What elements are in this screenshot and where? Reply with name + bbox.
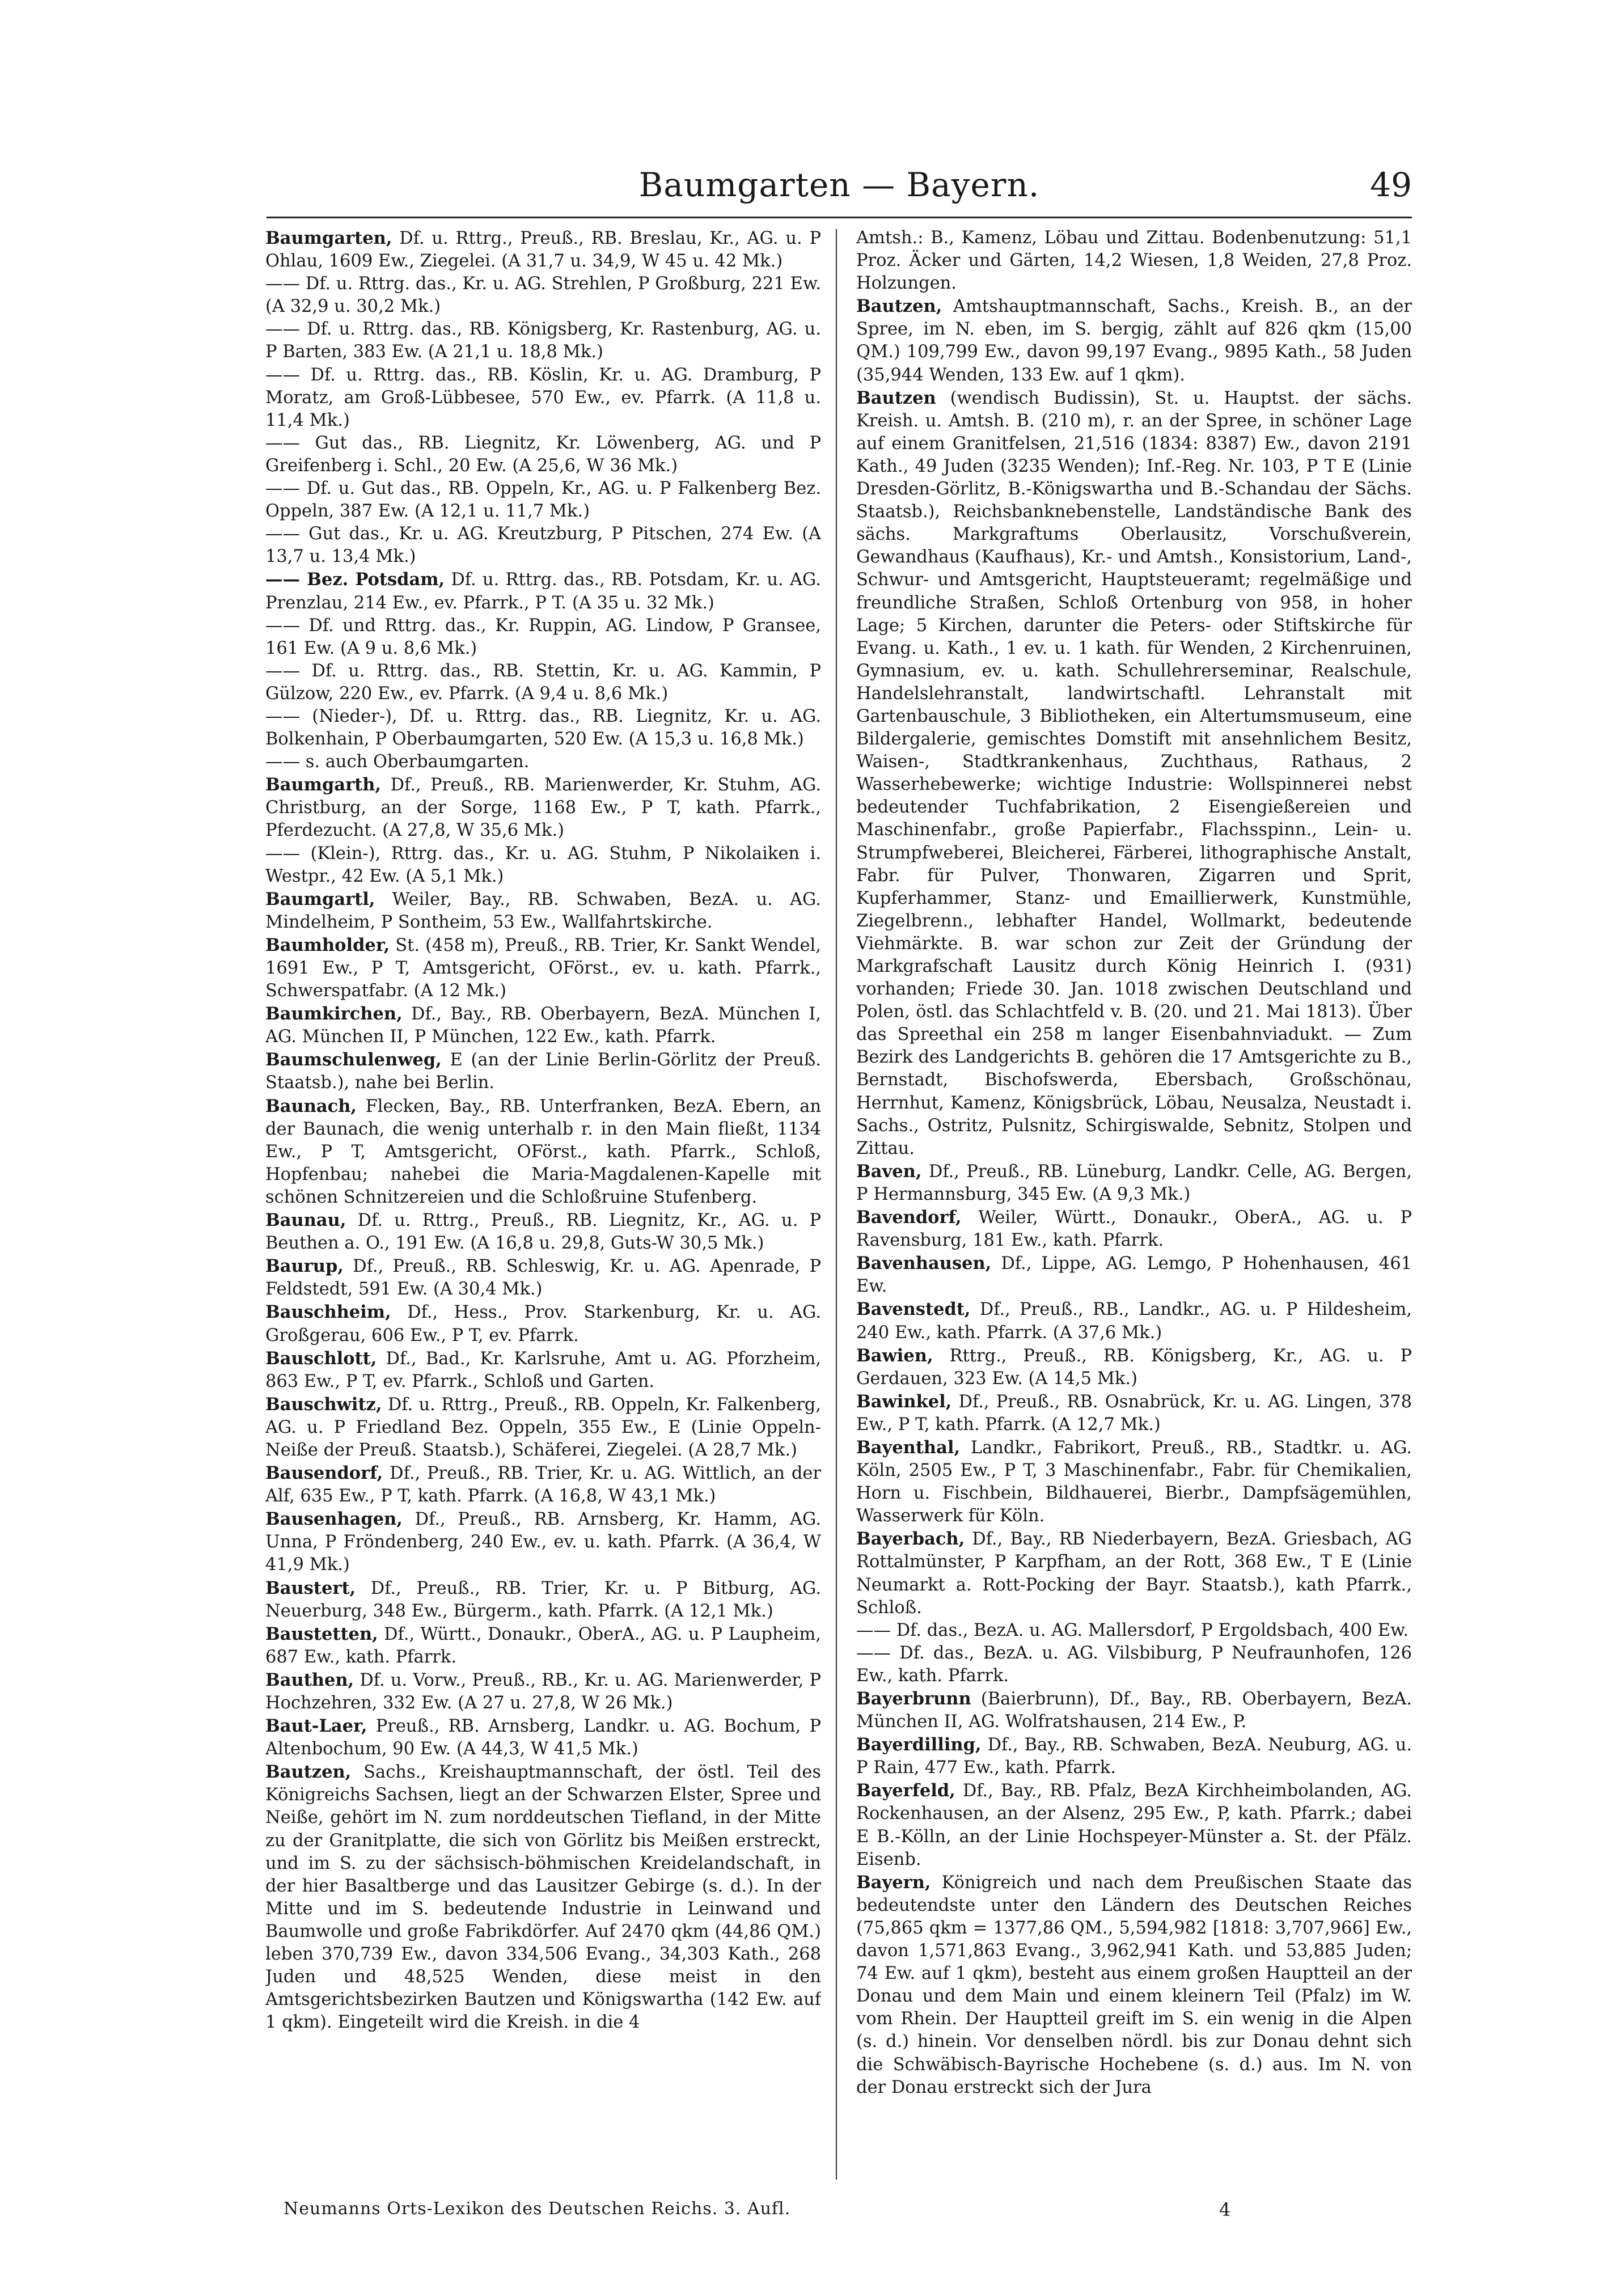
entry-text: Rttrg., Preuß., RB. Königsberg, Kr., AG. u. P Gerdauen, 323 Ew. (A 14,5 Mk.)	[856, 1346, 1412, 1389]
entry-headword: Baumkirchen,	[265, 1004, 403, 1025]
entry-headword: Baunau,	[265, 1210, 346, 1231]
entry	[265, 273, 821, 318]
page-number: 49	[1370, 166, 1412, 204]
entry	[856, 1206, 1412, 1252]
entry-text: —— Df. das., BezA. u. AG. Vilsbiburg, P Neufraunhofen, 126 Ew., kath. Pfarrk.	[856, 1643, 1412, 1686]
entry-text: Df. u. Rttrg., Preuß., RB. Oppeln, Kr. Falkenberg, AG. u. P Friedland Bez. Oppeln, 355 Ew., E (Linie Oppeln-Neiße der Preuß. Staatsb.), Schäferei, Ziegelei. (A 28,7 Mk.)	[265, 1394, 821, 1460]
page-title: Baumgarten — Bayern.	[638, 166, 1040, 204]
entry	[265, 1347, 821, 1393]
entry-text: —— Df. u. Rttrg. das., RB. Königsberg, Kr. Rastenburg, AG. u. P Barten, 383 Ew. (A 21,1 u. 18,8 Mk.)	[265, 319, 821, 362]
entry-headword: Baumgarth,	[265, 775, 382, 796]
entry	[265, 1577, 821, 1623]
entry	[265, 523, 821, 568]
entry-text: —— (Nieder-), Df. u. Rttrg. das., RB. Liegnitz, Kr. u. AG. Bolkenhain, P Oberbaumgarten, 520 Ew. (A 15,3 u. 16,8 Mk.)	[265, 706, 821, 750]
entry	[265, 1255, 821, 1301]
entry	[856, 1528, 1412, 1619]
entry-text: —— Df. u. Gut das., RB. Oppeln, Kr., AG. u. P Falkenberg Bez. Oppeln, 387 Ew. (A 12,1 u. 11,7 Mk.)	[265, 479, 821, 522]
entry	[265, 1715, 821, 1761]
entry-text: Df., Bay., RB. Schwaben, BezA. Neuburg, AG. u. P Rain, 477 Ew., kath. Pfarrk.	[856, 1735, 1412, 1778]
entry	[265, 1002, 821, 1048]
entry	[856, 1160, 1412, 1206]
entry	[856, 387, 1412, 1160]
entry-headword: Bayerbach,	[856, 1529, 965, 1550]
entry-headword: Bavenhausen,	[856, 1253, 992, 1274]
entry	[265, 432, 821, 477]
entry-text: Df., Bay., RB. Oberbayern, BezA. München I, AG. München II, P München, 122 Ew., kath. Pfarrk.	[265, 1004, 821, 1047]
entry	[265, 705, 821, 751]
entry-text: —— Df. u. Rttrg. das., Kr. u. AG. Strehlen, P Großburg, 221 Ew. (A 32,9 u. 30,2 Mk.)	[265, 274, 821, 317]
entry-headword: Bautzen,	[265, 1762, 352, 1783]
entry-text: —— s. auch Oberbaumgarten.	[265, 752, 530, 772]
entry-text: Df., Bay., RB. Pfalz, BezA Kirchheimbolanden, AG. Rockenhausen, an der Alsenz, 295 Ew., P, kath. Pfarrk.; dabei E B.-Kölln, an der Linie Hochspeyer-Münster a. St. der Pfälz. Eisenb.	[856, 1781, 1412, 1869]
entry	[856, 1390, 1412, 1436]
entry-headword: Bayerfeld,	[856, 1780, 955, 1801]
entry-text: Df., Preuß., RB., Landkr., AG. u. P Hildesheim, 240 Ew., kath. Pfarrk. (A 37,6 Mk.)	[856, 1300, 1412, 1343]
entry	[265, 568, 821, 614]
entry-headword: Baurup,	[265, 1256, 344, 1277]
entry-headword: Bauschwitz,	[265, 1394, 382, 1415]
entry	[856, 1871, 1412, 2099]
entry	[265, 1761, 821, 2034]
entry	[265, 751, 821, 773]
entry	[265, 364, 821, 432]
entry	[265, 1393, 821, 1462]
entry-headword: Baunach,	[265, 1095, 357, 1116]
entry	[265, 1209, 821, 1255]
entry	[856, 1779, 1412, 1871]
entry	[265, 1095, 821, 1209]
page-footer	[267, 2199, 1412, 2227]
entry-headword: Baustert,	[265, 1577, 356, 1598]
header-rule	[267, 217, 1412, 218]
entry-text: —— Df. und Rttrg. das., Kr. Ruppin, AG. Lindow, P Gransee, 161 Ew. (A 9 u. 8,6 Mk.)	[265, 615, 821, 658]
entry	[856, 1687, 1412, 1733]
column-divider	[836, 229, 837, 2180]
entry	[265, 1301, 821, 1347]
entry-headword: Baustetten,	[265, 1623, 378, 1644]
entry-text: Landkr., Fabrikort, Preuß., RB., Stadtkr. u. AG. Köln, 2505 Ew., P T, 3 Maschinenfabr., Fabr. für Chemikalien, Horn u. Fischbein, Bildhauerei, Bierbr., Dampfsägemühlen, Wasserwerk für Köln.	[856, 1437, 1412, 1526]
entry-text: Df., Hess., Prov. Starkenburg, Kr. u. AG. Großgerau, 606 Ew., P T, ev. Pfarrk.	[265, 1302, 821, 1346]
entry-headword: Bavenstedt,	[856, 1299, 971, 1320]
entry	[265, 1048, 821, 1094]
entry-headword: Baven,	[856, 1161, 922, 1182]
entry-text: Amtshauptmannschaft, Sachs., Kreish. B., an der Spree, im N. eben, im S. bergig, zählt auf 826 qkm (15,00 QM.) 109,799 Ew., davon 99,197 Evang., 9895 Kath., 58 Juden (35,944 Wenden, 133 Ew. auf 1 qkm).	[856, 297, 1412, 385]
entry-headword: Baumholder,	[265, 934, 390, 955]
entry-text: Df. u. Rttrg. das., RB. Potsdam, Kr. u. AG. Prenzlau, 214 Ew., ev. Pfarrk., P T. (A 35 u. 32 Mk.)	[265, 570, 821, 613]
entry	[265, 1508, 821, 1576]
entry-text: Df., Lippe, AG. Lemgo, P Hohenhausen, 461 Ew.	[856, 1254, 1412, 1297]
entry	[856, 1733, 1412, 1779]
entry-text: Df., Preuß., RB. Trier, Kr. u. AG. Wittlich, an der Alf, 635 Ew., P T, kath. Pfarrk. (A 16,8, W 43,1 Mk.)	[265, 1463, 821, 1507]
entry-text: —— Gut das., RB. Liegnitz, Kr. Löwenberg, AG. und P Greifenberg i. Schl., 20 Ew. (A 25,6, W 36 Mk.)	[265, 433, 821, 476]
entry-text: Weiler, Bay., RB. Schwaben, BezA. u. AG. Mindelheim, P Sontheim, 53 Ew., Wallfahrtskirche.	[265, 889, 821, 932]
entry	[856, 227, 1412, 295]
entry	[856, 1298, 1412, 1344]
footer-citation: Neumanns Orts-Lexikon des Deutschen Reichs. 3. Aufl.	[284, 2199, 791, 2219]
entry-headword: Bautzen	[856, 387, 936, 408]
entry-headword: Baut-Laer,	[265, 1716, 367, 1737]
entry	[265, 888, 821, 934]
entry-text: Df., Preuß., RB. Schleswig, Kr. u. AG. Apenrade, P Feldstedt, 591 Ew. (A 30,4 Mk.)	[265, 1257, 821, 1300]
entry	[856, 1619, 1412, 1642]
entry	[856, 1436, 1412, 1528]
entry-text: Df., Bad., Kr. Karlsruhe, Amt u. AG. Pforzheim, 863 Ew., P T, ev. Pfarrk., Schloß und Garten.	[265, 1348, 821, 1391]
entry-text: Amtsh.: B., Kamenz, Löbau und Zittau. Bodenbenutzung: 51,1 Proz. Äcker und Gärten, 14,2 Wiesen, 1,8 Weiden, 27,8 Proz. Holzungen.	[856, 228, 1412, 294]
entry-text: Königreich und nach dem Preußischen Staate das bedeutendste unter den Ländern des Deutschen Reiches (75,865 qkm = 1377,86 QM., 5,594,982 [1818: 3,707,966] Ew., davon 1,571,863 Evang., 3,962,941 Kath. und 53,885 Juden; 74 Ew. auf 1 qkm), besteht aus einem großen Hauptteil an der Donau und dem Main und einem kleinern Teil (Pfalz) im W. vom Rhein. Der Hauptteil greift im S. ein wenig in die Alpen (s. d.) hinein. Vor denselben nördl. bis zur Donau dehnt sich die Schwäbisch-Bayrische Hochebene (s. d.) aus. Im N. von der Donau erstreckt sich der Jura	[856, 1872, 1412, 2097]
entry-text: Df., Preuß., RB. Lüneburg, Landkr. Celle, AG. Bergen, P Hermannsburg, 345 Ew. (A 9,3 Mk.)	[856, 1161, 1412, 1204]
entry-text: —— (Klein-), Rttrg. das., Kr. u. AG. Stuhm, P Nikolaiken i. Westpr., 42 Ew. (A 5,1 Mk.)	[265, 843, 821, 886]
entry-headword: Bayerdilling,	[856, 1734, 982, 1755]
entry-headword: —— Bez. Potsdam,	[265, 569, 445, 590]
entry	[265, 934, 821, 1002]
entry-headword: Bavendorf,	[856, 1207, 962, 1228]
entry	[265, 843, 821, 888]
entry-text: Df. u. Rttrg., Preuß., RB. Breslau, Kr., AG. u. P Ohlau, 1609 Ew., Ziegelei. (A 31,7 u. 34,9, W 45 u. 42 Mk.)	[265, 229, 821, 272]
entry-text: Df. u. Rttrg., Preuß., RB. Liegnitz, Kr., AG. u. P Beuthen a. O., 191 Ew. (A 16,8 u. 29,8, Guts-W 30,5 Mk.)	[265, 1211, 821, 1254]
entry-text: Df., Bay., RB Niederbayern, BezA. Griesbach, AG Rottalmünster, P Karpfham, an der Rott, 368 Ew., T E (Linie Neumarkt a. Rott-Pocking der Bayr. Staatsb.), kath Pfarrk., Schloß.	[856, 1529, 1412, 1618]
entry	[265, 1623, 821, 1669]
entry-headword: Bausendorf,	[265, 1463, 383, 1484]
entry-headword: Bayenthal,	[856, 1437, 961, 1458]
entry-text: Df., Preuß., RB. Osnabrück, Kr. u. AG. Lingen, 378 Ew., P T, kath. Pfarrk. (A 12,7 Mk.)	[856, 1391, 1412, 1435]
entry	[265, 660, 821, 705]
entry-headword: Bawien,	[856, 1345, 933, 1366]
entry-text: Df. u. Vorw., Preuß., RB., Kr. u. AG. Marienwerder, P Hochzehren, 332 Ew. (A 27 u. 27,8, W 26 Mk.)	[265, 1670, 821, 1713]
entry-headword: Bautzen,	[856, 296, 942, 317]
left-column	[265, 227, 821, 2189]
entry-headword: Bawinkel,	[856, 1391, 952, 1412]
entry-text: Df., Württ., Donaukr., OberA., AG. u. P Laupheim, 687 Ew., kath. Pfarrk.	[265, 1624, 821, 1667]
entry-text: —— Df. u. Rttrg. das., RB. Stettin, Kr. u. AG. Kammin, P Gülzow, 220 Ew., ev. Pfarrk. (A 9,4 u. 8,6 Mk.)	[265, 661, 821, 704]
page-header	[267, 166, 1412, 211]
entry-text: Df., Preuß., RB. Marienwerder, Kr. Stuhm, AG. Christburg, an der Sorge, 1168 Ew., P T, kath. Pfarrk., Pferdezucht. (A 27,8, W 35,6 Mk.)	[265, 775, 821, 841]
entry-headword: Bauthen,	[265, 1669, 354, 1690]
entry-headword: Bausenhagen,	[265, 1509, 403, 1530]
entry-headword: Baumschulenweg,	[265, 1050, 442, 1071]
entry	[856, 1344, 1412, 1390]
entry	[265, 615, 821, 660]
entry-text: —— Df. das., BezA. u. AG. Mallersdorf, P Ergoldsbach, 400 Ew.	[856, 1620, 1409, 1640]
entry-text: Weiler, Württ., Donaukr., OberA., AG. u. P Ravensburg, 181 Ew., kath. Pfarrk.	[856, 1208, 1412, 1251]
sheet-number: 4	[1219, 2199, 1231, 2220]
entry	[265, 773, 821, 842]
entry-headword: Bayern,	[856, 1872, 931, 1893]
entry	[265, 318, 821, 363]
entry-text: Df., Preuß., RB. Trier, Kr. u. P Bitburg, AG. Neuerburg, 348 Ew., Bürgerm., kath. Pfarrk. (A 12,1 Mk.)	[265, 1578, 821, 1621]
entry	[856, 295, 1412, 386]
entry-headword: Baumgartl,	[265, 889, 375, 909]
entry-text: Sachs., Kreishauptmannschaft, der östl. Teil des Königreichs Sachsen, liegt an der Schwarzen Elster, Spree und Neiße, gehört im N. zum norddeutschen Tiefland, in der Mitte zu der Granitplatte, die sich von Görlitz bis Meißen erstreckt, und im S. zu der sächsisch-böhmischen Kreidelandschaft, in der hier Basaltberge und das Lausitzer Gebirge (s. d.). In der Mitte und im S. bedeutende Industrie in Leinwand und Baumwolle und große Fabrikdörfer. Auf 2470 qkm (44,86 QM.) leben 370,739 Ew., davon 334,506 Evang., 34,303 Kath., 268 Juden und 48,525 Wenden, diese meist in den Amtsgerichtsbezirken Bautzen und Königswartha (142 Ew. auf 1 qkm). Eingeteilt wird die Kreish. in die 4	[265, 1762, 821, 2033]
entry-text: Df., Preuß., RB. Arnsberg, Kr. Hamm, AG. Unna, P Fröndenberg, 240 Ew., ev. u. kath. Pfarrk. (A 36,4, W 41,9 Mk.)	[265, 1509, 821, 1575]
entry-headword: Bayerbrunn	[856, 1689, 971, 1709]
entry	[856, 1642, 1412, 1687]
entry	[265, 477, 821, 523]
entry	[265, 1669, 821, 1715]
entry	[265, 1462, 821, 1508]
entry-text: (wendisch Budissin), St. u. Hauptst. der sächs. Kreish. u. Amtsh. B. (210 m), r. an der Spree, in schöner Lage auf einem Granitfelsen, 21,516 (1834: 8387) Ew., davon 2191 Kath., 49 Juden (3235 Wenden); Inf.-Reg. Nr. 103, P T E (Linie Dresden-Görlitz, B.-Königswartha und B.-Schandau der Sächs. Staatsb.), Reichsbanknebenstelle, Landständische Bank des sächs. Markgraftums Oberlausitz, Vorschußverein, Gewandhaus (Kaufhaus), Kr.- und Amtsh., Konsistorium, Land-, Schwur- und Amtsgericht, Hauptsteueramt; regelmäßige und freundliche Straßen, Schloß Ortenburg von 958, in hoher Lage; 5 Kirchen, darunter die Peters- oder Stiftskirche für Evang. u. Kath., 1 ev. u. 1 kath. für Wenden, 2 Kirchenruinen, Gymnasium, ev. u. kath. Schullehrerseminar, Realschule, Handelslehranstalt, landwirtschaftl. Lehranstalt mit Gartenbauschule, 3 Bibliotheken, ein Altertumsmuseum, eine Bildergalerie, gemischtes Domstift mit ansehnlichem Besitz, Waisen-, Stadtkrankenhaus, Zuchthaus, Rathaus, 2 Wasserhebewerke; wichtige Industrie: Wollspinnerei nebst bedeutender Tuchfabrikation, 2 Eisengießereien und Maschinenfabr., große Papierfabr., Flachsspinn., Lein- u. Strumpfweberei, Bleicherei, Färberei, lithographische Anstalt, Fabr. für Pulver, Thonwaren, Zigarren und Sprit, Kupferhammer, Stanz- und Emaillierwerk, Kunstmühle, Ziegelbrenn., lebhafter Handel, Wollmarkt, bedeutende Viehmärkte. B. war schon zur Zeit der Gründung der Markgrafschaft Lausitz durch König Heinrich I. (931) vorhanden; Friede 30. Jan. 1018 zwischen Deutschland und Polen, östl. das Schlachtfeld v. B. (20. und 21. Mai 1813). Über das Spreethal ein 258 m langer Eisenbahnviadukt. — Zum Bezirk des Landgerichts B. gehören die 17 Amtsgerichte zu B., Bernstadt, Bischofswerda, Ebersbach, Großschönau, Herrnhut, Kamenz, Königsbrück, Löbau, Neusalza, Neustadt i. Sachs., Ostritz, Pulsnitz, Schirgiswalde, Sebnitz, Stolpen und Zittau.	[856, 388, 1412, 1158]
entry-text: Flecken, Bay., RB. Unterfranken, BezA. Ebern, an der Baunach, die wenig unterhalb r. in den Main fließt, 1134 Ew., P T, Amtsgericht, OFörst., kath. Pfarrk., Schloß, Hopfenbau; nahebei die Maria-Magdalenen-Kapelle mit schönen Schnitzereien und die Schloßruine Stufenberg.	[265, 1096, 821, 1207]
entry-text: —— Df. u. Rttrg. das., RB. Köslin, Kr. u. AG. Dramburg, P Moratz, am Groß-Lübbesee, 570 Ew., ev. Pfarrk. (A 11,8 u. 11,4 Mk.)	[265, 365, 821, 430]
entry-text: St. (458 m), Preuß., RB. Trier, Kr. Sankt Wendel, 1691 Ew., P T, Amtsgericht, OFörst., ev. u. kath. Pfarrk., Schwerspatfabr. (A 12 Mk.)	[265, 935, 821, 1001]
entry-headword: Bauschheim,	[265, 1302, 391, 1323]
entry-text: Preuß., RB. Arnsberg, Landkr. u. AG. Bochum, P Altenbochum, 90 Ew. (A 44,3, W 41,5 Mk.)	[265, 1716, 821, 1759]
entry	[265, 227, 821, 273]
entry-text: —— Gut das., Kr. u. AG. Kreutzburg, P Pitschen, 274 Ew. (A 13,7 u. 13,4 Mk.)	[265, 524, 821, 567]
entry-headword: Bauschlott,	[265, 1348, 377, 1369]
right-column	[856, 227, 1412, 2189]
entry-text: E (an der Linie Berlin-Görlitz der Preuß. Staatsb.), nahe bei Berlin.	[265, 1050, 821, 1093]
entry-text: (Baierbrunn), Df., Bay., RB. Oberbayern, BezA. München II, AG. Wolfratshausen, 214 Ew., P.	[856, 1689, 1412, 1732]
entry	[856, 1252, 1412, 1298]
entry-headword: Baumgarten,	[265, 228, 392, 248]
